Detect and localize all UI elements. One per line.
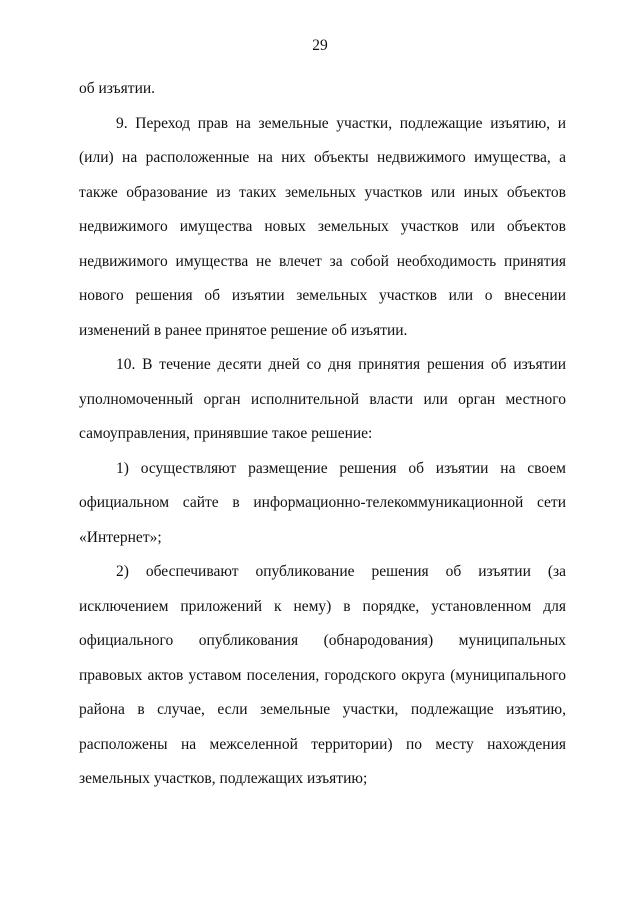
paragraph-continuation: об изъятии. [79,80,156,97]
paragraph-subitem-10-1: 1) осуществляют размещение решения об изъятии на своем официальном сайте в информационно-телекоммуникационной сети «Интернет»; [79,459,566,546]
paragraph-item-9: 9. Переход прав на земельные участки, подлежащие изъятию, и (или) на расположенные на них объекты недвижимого имущества, а также образование из таких земельных участков или иных объектов недвижимого имущества новых земельных участков или объектов недвижимого имущества не влечет за собой необходимость принятия нового решения об изъятии земельных участков или о внесении изменений в ранее принятое решение об изъятии. [79,114,566,339]
document-body [79,72,566,797]
paragraph-subitem-10-2: 2) обеспечивают опубликование решения об изъятии (за исключением приложений к нему) в порядке, установленном для официального опубликования (обнародования) муниципальных правовых актов уставом поселения, городского округа (муниципального района в случае, если земельные участки, подлежащие изъятию, расположены на межселенной территории) по месту нахождения земельных участков, подлежащих изъятию; [79,563,566,787]
page-number: 29 [312,37,328,54]
paragraph-item-10: 10. В течение десяти дней со дня принятия решения об изъятии уполномоченный орган исполнительной власти или орган местного самоуправления, принявшие такое решение: [79,356,566,442]
